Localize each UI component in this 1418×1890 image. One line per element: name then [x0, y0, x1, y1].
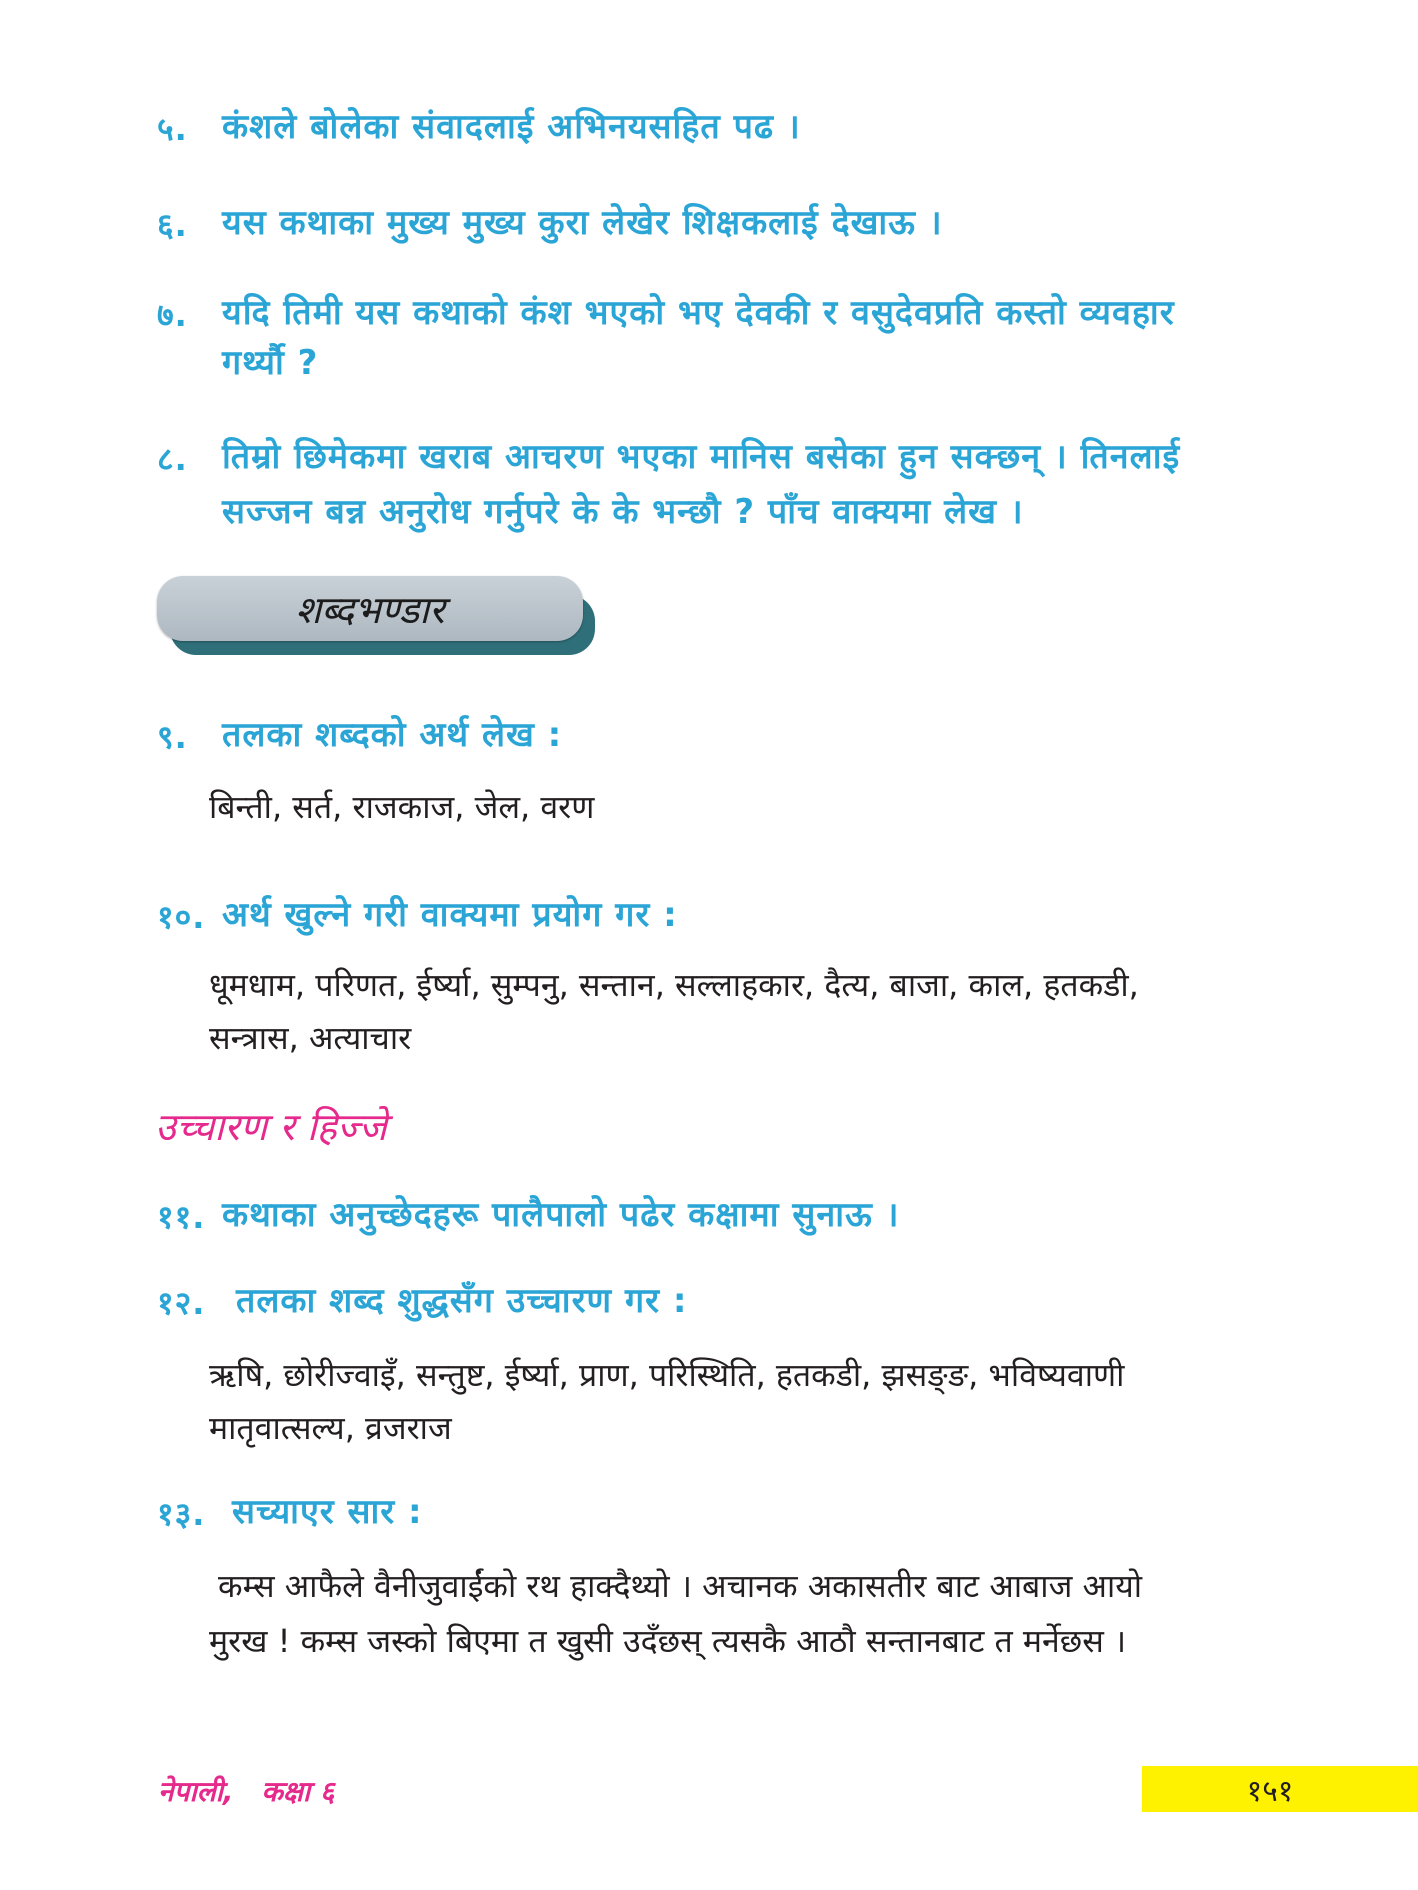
- question-text: अर्थ खुल्ने गरी वाक्यमा प्रयोग गर :: [222, 895, 678, 935]
- section-banner-title: शब्दभण्डार: [295, 587, 445, 632]
- question-text: तलका शब्दको अर्थ लेख :: [222, 715, 563, 755]
- question-number: ७.: [157, 296, 188, 334]
- question-text-continued: सज्जन बन्न अनुरोध गर्नुपरे के के भन्छौ ? पाँच वाक्यमा लेख ।: [222, 492, 1024, 532]
- question-number: ८.: [157, 440, 188, 478]
- page-number: १५१: [1246, 1773, 1294, 1809]
- word-list-continued: सन्त्रास, अत्याचार: [209, 1019, 412, 1057]
- question-number: १३.: [157, 1495, 206, 1533]
- word-list: बिन्ती, सर्त, राजकाज, जेल, वरण: [209, 788, 595, 826]
- question-text-continued: गर्थ्यौ ?: [222, 343, 319, 383]
- question-text: कथाका अनुच्छेदहरू पालैपालो पढेर कक्षामा सुनाऊ ।: [222, 1195, 900, 1235]
- page-number-badge: [1142, 1766, 1418, 1812]
- section-banner: [157, 576, 583, 641]
- question-text: यस कथाका मुख्य मुख्य कुरा लेखेर शिक्षकलाई देखाऊ ।: [222, 203, 943, 243]
- footer-book: नेपाली,: [158, 1775, 234, 1808]
- word-list-continued: मातृवात्सल्य, व्रजराज: [209, 1409, 452, 1447]
- word-list: ऋषि, छोरीज्वाइँ, सन्तुष्ट, ईर्ष्या, प्राण, परिस्थिति, हतकडी, झसङ्ङ, भविष्यवाणी: [209, 1356, 1125, 1394]
- question-number: ११.: [157, 1198, 206, 1236]
- question-number: ९.: [157, 718, 188, 756]
- question-number: ५.: [157, 110, 188, 148]
- passage-line: मुरख ! कम्स जस्को बिएमा त खुसी उदँछस् त्यसकै आठौ सन्तानबाट त मर्नेछस ।: [209, 1622, 1127, 1660]
- question-number: १२.: [157, 1284, 206, 1322]
- question-text: सच्याएर सार :: [232, 1492, 423, 1532]
- question-text: तलका शब्द शुद्धसँग उच्चारण गर :: [236, 1281, 688, 1321]
- question-text: तिम्रो छिमेकमा खराब आचरण भएका मानिस बसेका हुन सक्छन् । तिनलाई: [222, 437, 1181, 477]
- question-number: १०.: [157, 898, 206, 936]
- section-heading: उच्चारण र हिज्जे: [155, 1105, 387, 1149]
- footer-book-title: [158, 1772, 334, 1810]
- question-number: ६.: [157, 206, 188, 244]
- question-text: यदि तिमी यस कथाको कंश भएको भए देवकी र वसुदेवप्रति कस्तो व्यवहार: [222, 293, 1175, 333]
- question-text: कंशले बोलेका संवादलाई अभिनयसहित पढ ।: [222, 107, 801, 147]
- passage-line: कम्स आफैले वैनीजुवाईंको रथ हाक्दैथ्यो । अचानक अकासतीर बाट आबाज आयो: [218, 1567, 1143, 1605]
- word-list: धूमधाम, परिणत, ईर्ष्या, सुम्पनु, सन्तान, सल्लाहकार, दैत्य, बाजा, काल, हतकडी,: [209, 966, 1139, 1004]
- footer-grade: कक्षा ६: [261, 1775, 335, 1808]
